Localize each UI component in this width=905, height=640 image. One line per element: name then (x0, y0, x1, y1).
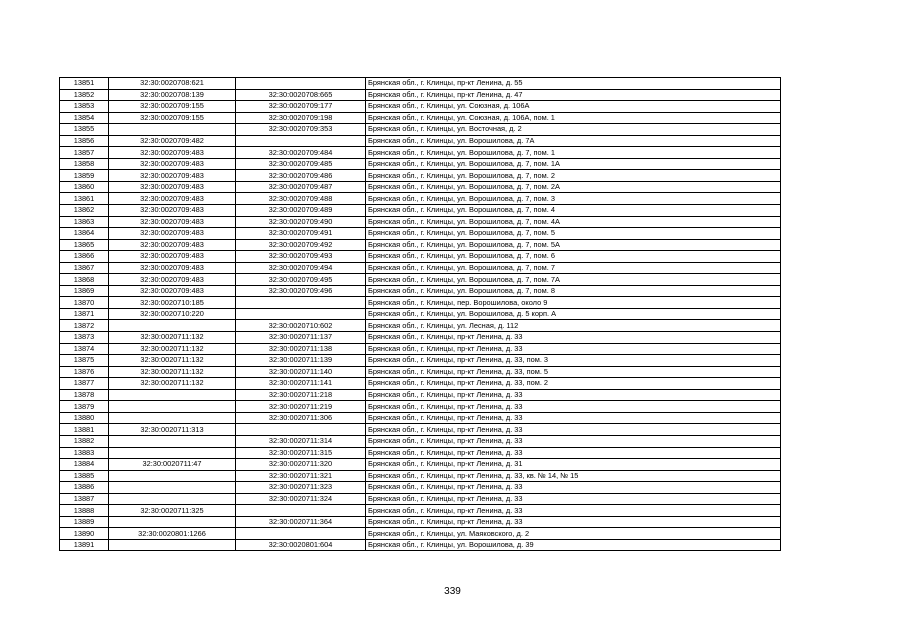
row-number-cell: 13865 (60, 239, 109, 251)
row-number-cell: 13873 (60, 332, 109, 344)
table-row (60, 343, 781, 355)
row-number-cell: 13851 (60, 78, 109, 90)
object-number-cell: 32:30:0020709:198 (236, 112, 366, 124)
address-cell: Брянская обл., г. Клинцы, ул. Ворошилова, д. 7, пом. 8 (366, 285, 781, 297)
row-number-cell: 13886 (60, 482, 109, 494)
table-row (60, 459, 781, 471)
address-cell: Брянская обл., г. Клинцы, пр-кт Ленина, д. 33 (366, 447, 781, 459)
address-cell: Брянская обл., г. Клинцы, ул. Союзная, д. 106А (366, 101, 781, 113)
address-cell: Брянская обл., г. Клинцы, пр-кт Ленина, д. 33 (366, 343, 781, 355)
cadastral-number-cell: 32:30:0020711:132 (109, 366, 236, 378)
row-number-cell: 13861 (60, 193, 109, 205)
cadastral-number-cell: 32:30:0020709:483 (109, 158, 236, 170)
cadastral-number-cell (109, 320, 236, 332)
object-number-cell: 32:30:0020711:314 (236, 435, 366, 447)
address-cell: Брянская обл., г. Клинцы, ул. Ворошилова, д. 7, пом. 5 (366, 228, 781, 240)
row-number-cell: 13890 (60, 528, 109, 540)
object-number-cell: 32:30:0020711:320 (236, 459, 366, 471)
object-number-cell: 32:30:0020709:486 (236, 170, 366, 182)
address-cell: Брянская обл., г. Клинцы, пр-кт Ленина, д. 33, пом. 3 (366, 355, 781, 367)
table-row (60, 332, 781, 344)
cadastral-number-cell: 32:30:0020711:132 (109, 332, 236, 344)
row-number-cell: 13855 (60, 124, 109, 136)
table-row (60, 355, 781, 367)
row-number-cell: 13875 (60, 355, 109, 367)
row-number-cell: 13880 (60, 412, 109, 424)
row-number-cell: 13871 (60, 308, 109, 320)
row-number-cell: 13868 (60, 274, 109, 286)
object-number-cell (236, 505, 366, 517)
object-number-cell: 32:30:0020710:602 (236, 320, 366, 332)
object-number-cell (236, 528, 366, 540)
table-row (60, 124, 781, 136)
table-row (60, 135, 781, 147)
cadastral-number-cell (109, 124, 236, 136)
address-cell: Брянская обл., г. Клинцы, ул. Маяковского, д. 2 (366, 528, 781, 540)
object-number-cell: 32:30:0020711:140 (236, 366, 366, 378)
address-cell: Брянская обл., г. Клинцы, пр-кт Ленина, д. 33, пом. 5 (366, 366, 781, 378)
cadastral-number-cell: 32:30:0020709:483 (109, 251, 236, 263)
table-row (60, 297, 781, 309)
table-row (60, 216, 781, 228)
cadastral-number-cell: 32:30:0020708:621 (109, 78, 236, 90)
object-number-cell: 32:30:0020711:141 (236, 378, 366, 390)
object-number-cell (236, 424, 366, 436)
cadastral-number-cell: 32:30:0020711:313 (109, 424, 236, 436)
row-number-cell: 13877 (60, 378, 109, 390)
cadastral-number-cell: 32:30:0020709:483 (109, 193, 236, 205)
table-row (60, 158, 781, 170)
cadastral-number-cell: 32:30:0020801:1266 (109, 528, 236, 540)
cadastral-number-cell: 32:30:0020709:483 (109, 147, 236, 159)
cadastral-number-cell: 32:30:0020711:132 (109, 378, 236, 390)
address-cell: Брянская обл., г. Клинцы, пр-кт Ленина, д. 33 (366, 516, 781, 528)
cadastral-number-cell (109, 435, 236, 447)
table-row (60, 447, 781, 459)
table-row (60, 228, 781, 240)
cadastral-number-cell: 32:30:0020711:47 (109, 459, 236, 471)
cadastral-number-cell: 32:30:0020709:483 (109, 228, 236, 240)
table-row (60, 539, 781, 551)
object-number-cell: 32:30:0020711:139 (236, 355, 366, 367)
table-row (60, 389, 781, 401)
cadastral-number-cell: 32:30:0020709:483 (109, 285, 236, 297)
address-cell: Брянская обл., г. Клинцы, пр-кт Ленина, д. 47 (366, 89, 781, 101)
cadastral-number-cell: 32:30:0020709:155 (109, 101, 236, 113)
row-number-cell: 13864 (60, 228, 109, 240)
cadastral-number-cell: 32:30:0020711:132 (109, 343, 236, 355)
cadastral-number-cell: 32:30:0020711:325 (109, 505, 236, 517)
object-number-cell: 32:30:0020709:491 (236, 228, 366, 240)
cadastral-number-cell: 32:30:0020709:155 (109, 112, 236, 124)
table-row (60, 528, 781, 540)
row-number-cell: 13881 (60, 424, 109, 436)
object-number-cell: 32:30:0020711:138 (236, 343, 366, 355)
table-row (60, 193, 781, 205)
cadastral-number-cell: 32:30:0020709:483 (109, 239, 236, 251)
object-number-cell: 32:30:0020711:218 (236, 389, 366, 401)
table-row (60, 435, 781, 447)
address-cell: Брянская обл., г. Клинцы, пр-кт Ленина, д. 33, кв. № 14, № 15 (366, 470, 781, 482)
table-row (60, 205, 781, 217)
table-row (60, 412, 781, 424)
cadastral-number-cell: 32:30:0020709:483 (109, 205, 236, 217)
object-number-cell: 32:30:0020709:177 (236, 101, 366, 113)
cadastral-number-cell: 32:30:0020710:185 (109, 297, 236, 309)
address-cell: Брянская обл., г. Клинцы, пр-кт Ленина, д. 33 (366, 332, 781, 344)
table-row (60, 251, 781, 263)
row-number-cell: 13867 (60, 262, 109, 274)
object-number-cell: 32:30:0020709:485 (236, 158, 366, 170)
table-row (60, 78, 781, 90)
table-row (60, 493, 781, 505)
table-row (60, 366, 781, 378)
table-row (60, 89, 781, 101)
table-row (60, 112, 781, 124)
row-number-cell: 13858 (60, 158, 109, 170)
row-number-cell: 13852 (60, 89, 109, 101)
address-cell: Брянская обл., г. Клинцы, ул. Ворошилова, д. 7, пом. 5А (366, 239, 781, 251)
cadastral-number-cell (109, 412, 236, 424)
address-cell: Брянская обл., г. Клинцы, пер. Ворошилова, около 9 (366, 297, 781, 309)
records-table (59, 77, 781, 551)
table-row (60, 482, 781, 494)
object-number-cell: 32:30:0020711:306 (236, 412, 366, 424)
table-body (60, 78, 781, 551)
row-number-cell: 13863 (60, 216, 109, 228)
address-cell: Брянская обл., г. Клинцы, ул. Ворошилова, д. 39 (366, 539, 781, 551)
row-number-cell: 13882 (60, 435, 109, 447)
row-number-cell: 13862 (60, 205, 109, 217)
table-row (60, 401, 781, 413)
row-number-cell: 13854 (60, 112, 109, 124)
row-number-cell: 13860 (60, 181, 109, 193)
address-cell: Брянская обл., г. Клинцы, ул. Ворошилова, д. 7, пом. 7А (366, 274, 781, 286)
cadastral-number-cell (109, 401, 236, 413)
address-cell: Брянская обл., г. Клинцы, ул. Союзная, д. 106А, пом. 1 (366, 112, 781, 124)
row-number-cell: 13853 (60, 101, 109, 113)
object-number-cell: 32:30:0020709:492 (236, 239, 366, 251)
object-number-cell (236, 308, 366, 320)
row-number-cell: 13856 (60, 135, 109, 147)
table-row (60, 308, 781, 320)
address-cell: Брянская обл., г. Клинцы, ул. Ворошилова, д. 7, пом. 1А (366, 158, 781, 170)
object-number-cell: 32:30:0020801:604 (236, 539, 366, 551)
table-row (60, 181, 781, 193)
cadastral-number-cell: 32:30:0020709:483 (109, 181, 236, 193)
table-row (60, 262, 781, 274)
row-number-cell: 13869 (60, 285, 109, 297)
object-number-cell (236, 78, 366, 90)
address-cell: Брянская обл., г. Клинцы, пр-кт Ленина, д. 33 (366, 401, 781, 413)
object-number-cell (236, 297, 366, 309)
table-row (60, 170, 781, 182)
table-row (60, 147, 781, 159)
cadastral-number-cell (109, 447, 236, 459)
address-cell: Брянская обл., г. Клинцы, ул. Ворошилова, д. 7А (366, 135, 781, 147)
object-number-cell: 32:30:0020709:495 (236, 274, 366, 286)
table-row (60, 274, 781, 286)
table-row (60, 378, 781, 390)
cadastral-number-cell: 32:30:0020709:483 (109, 216, 236, 228)
address-cell: Брянская обл., г. Клинцы, пр-кт Ленина, д. 33, пом. 2 (366, 378, 781, 390)
object-number-cell: 32:30:0020711:315 (236, 447, 366, 459)
object-number-cell: 32:30:0020709:487 (236, 181, 366, 193)
cadastral-number-cell (109, 389, 236, 401)
row-number-cell: 13885 (60, 470, 109, 482)
object-number-cell: 32:30:0020708:665 (236, 89, 366, 101)
object-number-cell: 32:30:0020709:353 (236, 124, 366, 136)
row-number-cell: 13870 (60, 297, 109, 309)
cadastral-number-cell (109, 539, 236, 551)
address-cell: Брянская обл., г. Клинцы, ул. Ворошилова, д. 7, пом. 4А (366, 216, 781, 228)
row-number-cell: 13879 (60, 401, 109, 413)
object-number-cell: 32:30:0020711:137 (236, 332, 366, 344)
address-cell: Брянская обл., г. Клинцы, пр-кт Ленина, д. 33 (366, 493, 781, 505)
object-number-cell: 32:30:0020709:496 (236, 285, 366, 297)
address-cell: Брянская обл., г. Клинцы, ул. Ворошилова, д. 7, пом. 4 (366, 205, 781, 217)
address-cell: Брянская обл., г. Клинцы, ул. Восточная, д. 2 (366, 124, 781, 136)
row-number-cell: 13857 (60, 147, 109, 159)
page-number: 339 (444, 586, 461, 597)
row-number-cell: 13866 (60, 251, 109, 263)
cadastral-number-cell: 32:30:0020709:483 (109, 170, 236, 182)
row-number-cell: 13884 (60, 459, 109, 471)
object-number-cell: 32:30:0020711:321 (236, 470, 366, 482)
table-row (60, 424, 781, 436)
address-cell: Брянская обл., г. Клинцы, ул. Ворошилова, д. 5 корп. А (366, 308, 781, 320)
address-cell: Брянская обл., г. Клинцы, ул. Ворошилова, д. 7, пом. 6 (366, 251, 781, 263)
address-cell: Брянская обл., г. Клинцы, ул. Ворошилова, д. 7, пом. 1 (366, 147, 781, 159)
address-cell: Брянская обл., г. Клинцы, пр-кт Ленина, д. 33 (366, 412, 781, 424)
address-cell: Брянская обл., г. Клинцы, пр-кт Ленина, д. 33 (366, 389, 781, 401)
cadastral-number-cell: 32:30:0020709:482 (109, 135, 236, 147)
cadastral-number-cell: 32:30:0020709:483 (109, 274, 236, 286)
table-row (60, 101, 781, 113)
table-row (60, 505, 781, 517)
cadastral-number-cell: 32:30:0020710:220 (109, 308, 236, 320)
address-cell: Брянская обл., г. Клинцы, пр-кт Ленина, д. 33 (366, 435, 781, 447)
object-number-cell: 32:30:0020711:219 (236, 401, 366, 413)
row-number-cell: 13891 (60, 539, 109, 551)
cadastral-number-cell: 32:30:0020709:483 (109, 262, 236, 274)
address-cell: Брянская обл., г. Клинцы, пр-кт Ленина, д. 33 (366, 505, 781, 517)
object-number-cell: 32:30:0020709:484 (236, 147, 366, 159)
object-number-cell: 32:30:0020709:488 (236, 193, 366, 205)
object-number-cell: 32:30:0020711:364 (236, 516, 366, 528)
cadastral-number-cell (109, 470, 236, 482)
row-number-cell: 13887 (60, 493, 109, 505)
row-number-cell: 13878 (60, 389, 109, 401)
address-cell: Брянская обл., г. Клинцы, ул. Ворошилова, д. 7, пом. 7 (366, 262, 781, 274)
address-cell: Брянская обл., г. Клинцы, пр-кт Ленина, д. 55 (366, 78, 781, 90)
address-cell: Брянская обл., г. Клинцы, ул. Лесная, д. 112 (366, 320, 781, 332)
cadastral-number-cell: 32:30:0020711:132 (109, 355, 236, 367)
cadastral-number-cell (109, 482, 236, 494)
object-number-cell: 32:30:0020709:489 (236, 205, 366, 217)
object-number-cell: 32:30:0020711:323 (236, 482, 366, 494)
address-cell: Брянская обл., г. Клинцы, пр-кт Ленина, д. 33 (366, 424, 781, 436)
row-number-cell: 13874 (60, 343, 109, 355)
table-row (60, 516, 781, 528)
row-number-cell: 13872 (60, 320, 109, 332)
object-number-cell: 32:30:0020711:324 (236, 493, 366, 505)
address-cell: Брянская обл., г. Клинцы, ул. Ворошилова, д. 7, пом. 3 (366, 193, 781, 205)
object-number-cell: 32:30:0020709:493 (236, 251, 366, 263)
object-number-cell: 32:30:0020709:490 (236, 216, 366, 228)
row-number-cell: 13876 (60, 366, 109, 378)
row-number-cell: 13883 (60, 447, 109, 459)
table-row (60, 320, 781, 332)
table-row (60, 239, 781, 251)
object-number-cell: 32:30:0020709:494 (236, 262, 366, 274)
address-cell: Брянская обл., г. Клинцы, пр-кт Ленина, д. 33 (366, 482, 781, 494)
address-cell: Брянская обл., г. Клинцы, ул. Ворошилова, д. 7, пом. 2 (366, 170, 781, 182)
address-cell: Брянская обл., г. Клинцы, ул. Ворошилова, д. 7, пом. 2А (366, 181, 781, 193)
table-row (60, 285, 781, 297)
cadastral-number-cell: 32:30:0020708:139 (109, 89, 236, 101)
cadastral-number-cell (109, 516, 236, 528)
address-cell: Брянская обл., г. Клинцы, пр-кт Ленина, д. 31 (366, 459, 781, 471)
table-row (60, 470, 781, 482)
row-number-cell: 13888 (60, 505, 109, 517)
object-number-cell (236, 135, 366, 147)
cadastral-number-cell (109, 493, 236, 505)
row-number-cell: 13889 (60, 516, 109, 528)
row-number-cell: 13859 (60, 170, 109, 182)
